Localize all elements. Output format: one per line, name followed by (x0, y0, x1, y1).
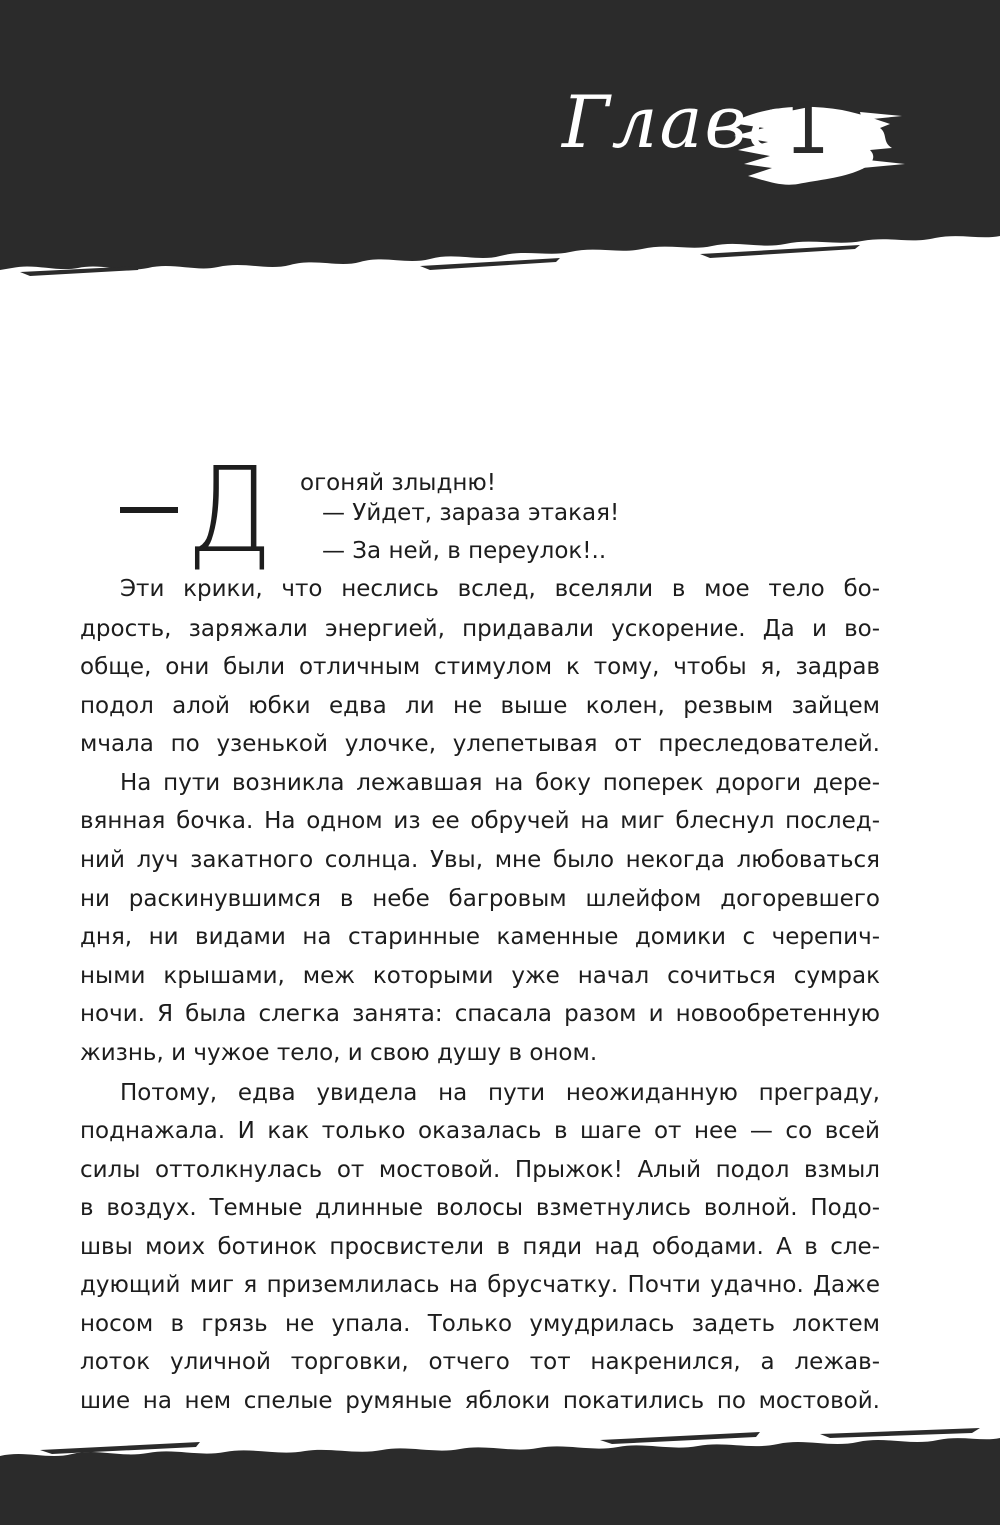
chapter-number: 1 (785, 88, 830, 170)
text-line: швы моих ботинок просвистели в пяди над ободами. А в сле- (80, 1234, 880, 1260)
dialogue-line: — За ней, в переулок!.. (322, 538, 607, 564)
chapter-header-banner (0, 0, 1000, 280)
text-line: носом в грязь не упала. Только умудрилась задеть локтем (80, 1311, 880, 1337)
text-line: мчала по узенькой улочке, улепетывая от преследователей. (80, 731, 880, 757)
text-line: ночи. Я была слегка занята: спасала разом и новообретенную (80, 1001, 880, 1027)
text-line: поднажала. И как только оказалась в шаге от нее — со всей (80, 1118, 880, 1144)
dialogue-dash (120, 507, 178, 513)
text-line: силы оттолкнулась от мостовой. Прыжок! Алый подол взмыл (80, 1157, 880, 1183)
text-line: ний луч закатного солнца. Увы, мне было некогда любоваться (80, 847, 880, 873)
text-line: в воздух. Темные длинные волосы взметнулись волной. Подо- (80, 1195, 880, 1221)
text-line: На пути возникла лежавшая на боку поперек дороги дере- (120, 770, 880, 796)
drop-cap: Д (186, 441, 274, 579)
text-line: подол алой юбки едва ли не выше колен, резвым зайцем (80, 693, 880, 719)
dialogue-line: — Уйдет, зараза этакая! (322, 500, 620, 526)
text-line: Эти крики, что неслись вслед, вселяли в мое тело бо- (120, 576, 880, 602)
text-line: дующий миг я приземлилась на брусчатку. Почти удачно. Даже (80, 1272, 880, 1298)
dialogue-line: огоняй злыдню! (300, 470, 496, 496)
text-line: жизнь, и чужое тело, и свою душу в оном. (80, 1040, 598, 1066)
text-line: дня, ни видами на старинные каменные домики с черепич- (80, 924, 880, 950)
text-line: лоток уличной торговки, отчего тот накренился, а лежав- (80, 1349, 880, 1375)
text-line: шие на нем спелые румяные яблоки покатились по мостовой. (80, 1388, 880, 1414)
text-line: вянная бочка. На одном из ее обручей на миг блеснул послед- (80, 808, 880, 834)
text-line: ными крышами, меж которыми уже начал сочиться сумрак (80, 963, 880, 989)
footer-banner (0, 1420, 1000, 1525)
chapter-label: Глава (562, 80, 794, 164)
text-line: ни раскинувшимся в небе багровым шлейфом догоревшего (80, 886, 880, 912)
text-line: обще, они были отличным стимулом к тому, чтобы я, задрав (80, 654, 880, 680)
text-line: Потому, едва увидела на пути неожиданную преграду, (120, 1080, 880, 1106)
text-line: дрость, заряжали энергией, придавали ускорение. Да и во- (80, 616, 880, 642)
